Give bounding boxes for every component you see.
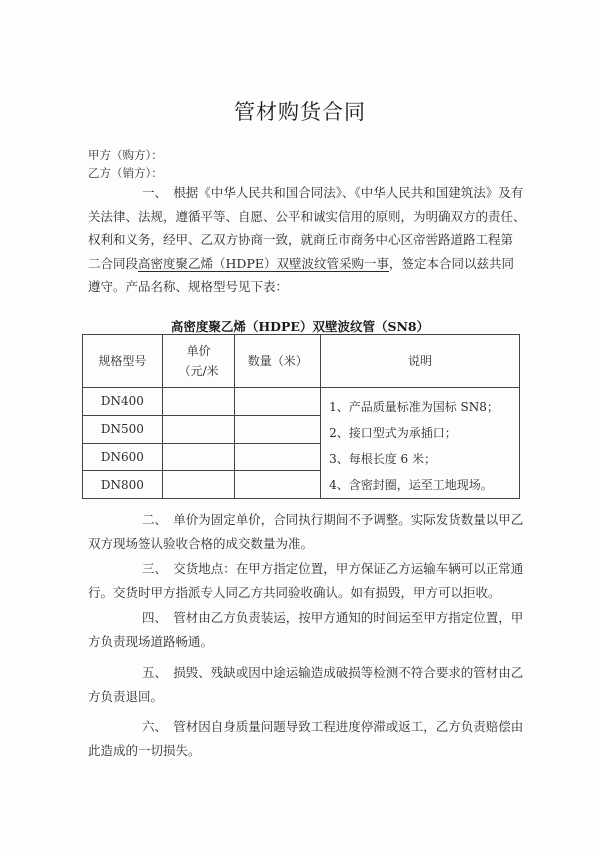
clause-1-line-2: 关法律、法规，遵循平等、自愿、公平和诚实信用的原则，为明确双方的责任、 [88,208,526,224]
table-title: 高密度聚乙烯（HDPE）双壁波纹管（SN8） [170,319,430,334]
clause-2-line-1: 二、 单价为固定单价，合同执行期间不予调整。实际发货数量以甲乙 [142,512,524,527]
header-price-line-2: （元/米 [178,364,219,378]
clause-6-line-1: 六、 管材因自身质量问题导致工程进度停滞或返工，乙方负责赔偿由 [142,719,524,734]
price-cell [162,388,235,416]
clause-1-line-5: 遵守。产品名称、规格型号见下表： [88,279,289,294]
notes-cell [321,388,520,499]
clause-4-line-2: 方负责现场道路畅通。 [88,633,214,649]
spec-table [82,334,520,499]
price-cell [162,415,235,443]
clause-3-line-2: 行。交货时甲方指派专人同乙方共同验收确认。如有损毁，甲方可以拒收。 [88,584,501,600]
clause-1-line-4-end: ，签定本合同以兹共同 [388,255,514,271]
spec-cell: DN400 [83,388,163,416]
party-a-label: 甲方（购方）： [88,148,163,162]
clause-5-line-2: 方负责退回。 [88,688,164,704]
header-price-line-1: 单价 [186,344,211,358]
table-header-row [83,335,520,388]
clause-3-line-1: 三、 交货地点：在甲方指定位置，甲方保证乙方运输车辆可以正常通 [142,561,524,576]
table-row [83,388,520,416]
note-2: 2、接口型式为承插口； [329,426,457,440]
quantity-cell [235,443,321,471]
document-title: 管材购货合同 [234,100,366,124]
clause-6 [88,715,528,762]
clause-1-line-3: 权利和义务，经甲、乙双方协商一致，就商丘市商务中心区帝喾路道路工程第 [88,232,514,247]
clause-5-line-1: 五、 损毁、残缺或因中途运输造成破损等检测不符合要求的管材由乙 [142,665,524,680]
header-price [162,335,235,388]
quantity-cell [235,471,321,499]
clause-5 [88,661,528,708]
clause-2 [88,508,528,555]
header-spec: 规格型号 [83,335,163,388]
clause-1-line-4 [88,252,528,276]
quantity-cell [235,388,321,416]
clause-4 [88,606,528,653]
procurement-subject: 高密度聚乙烯（HDPE）双壁波纹管采购一事 [138,255,389,271]
spec-cell: DN600 [83,443,163,471]
clause-1-line-4-start: 二合同段 [88,255,139,271]
note-3: 3、每根长度 6 米； [329,452,437,466]
clause-1 [88,181,528,299]
clause-6-line-2: 此造成的一切损失。 [88,742,201,758]
note-4: 4、含密封圈，运至工地现场。 [329,478,493,492]
clause-2-line-2: 双方现场签认验收合格的成交数量为准。 [88,535,314,551]
header-quantity: 数量（米） [235,335,321,388]
price-cell [162,471,235,499]
spec-cell: DN800 [83,471,163,499]
header-notes: 说明 [321,335,520,388]
price-cell [162,443,235,471]
spec-cell: DN500 [83,415,163,443]
clause-3 [88,557,528,604]
clause-4-line-1: 四、 管材由乙方负责装运，按甲方通知的时间运至甲方指定位置，甲 [142,610,524,625]
note-1: 1、产品质量标准为国标 SN8； [329,400,499,414]
quantity-cell [235,415,321,443]
clause-1-line-1: 一、 根据《中华人民共和国合同法》、《中华人民共和国建筑法》及有 [142,185,524,200]
party-b-label: 乙方（销方）： [88,166,163,180]
